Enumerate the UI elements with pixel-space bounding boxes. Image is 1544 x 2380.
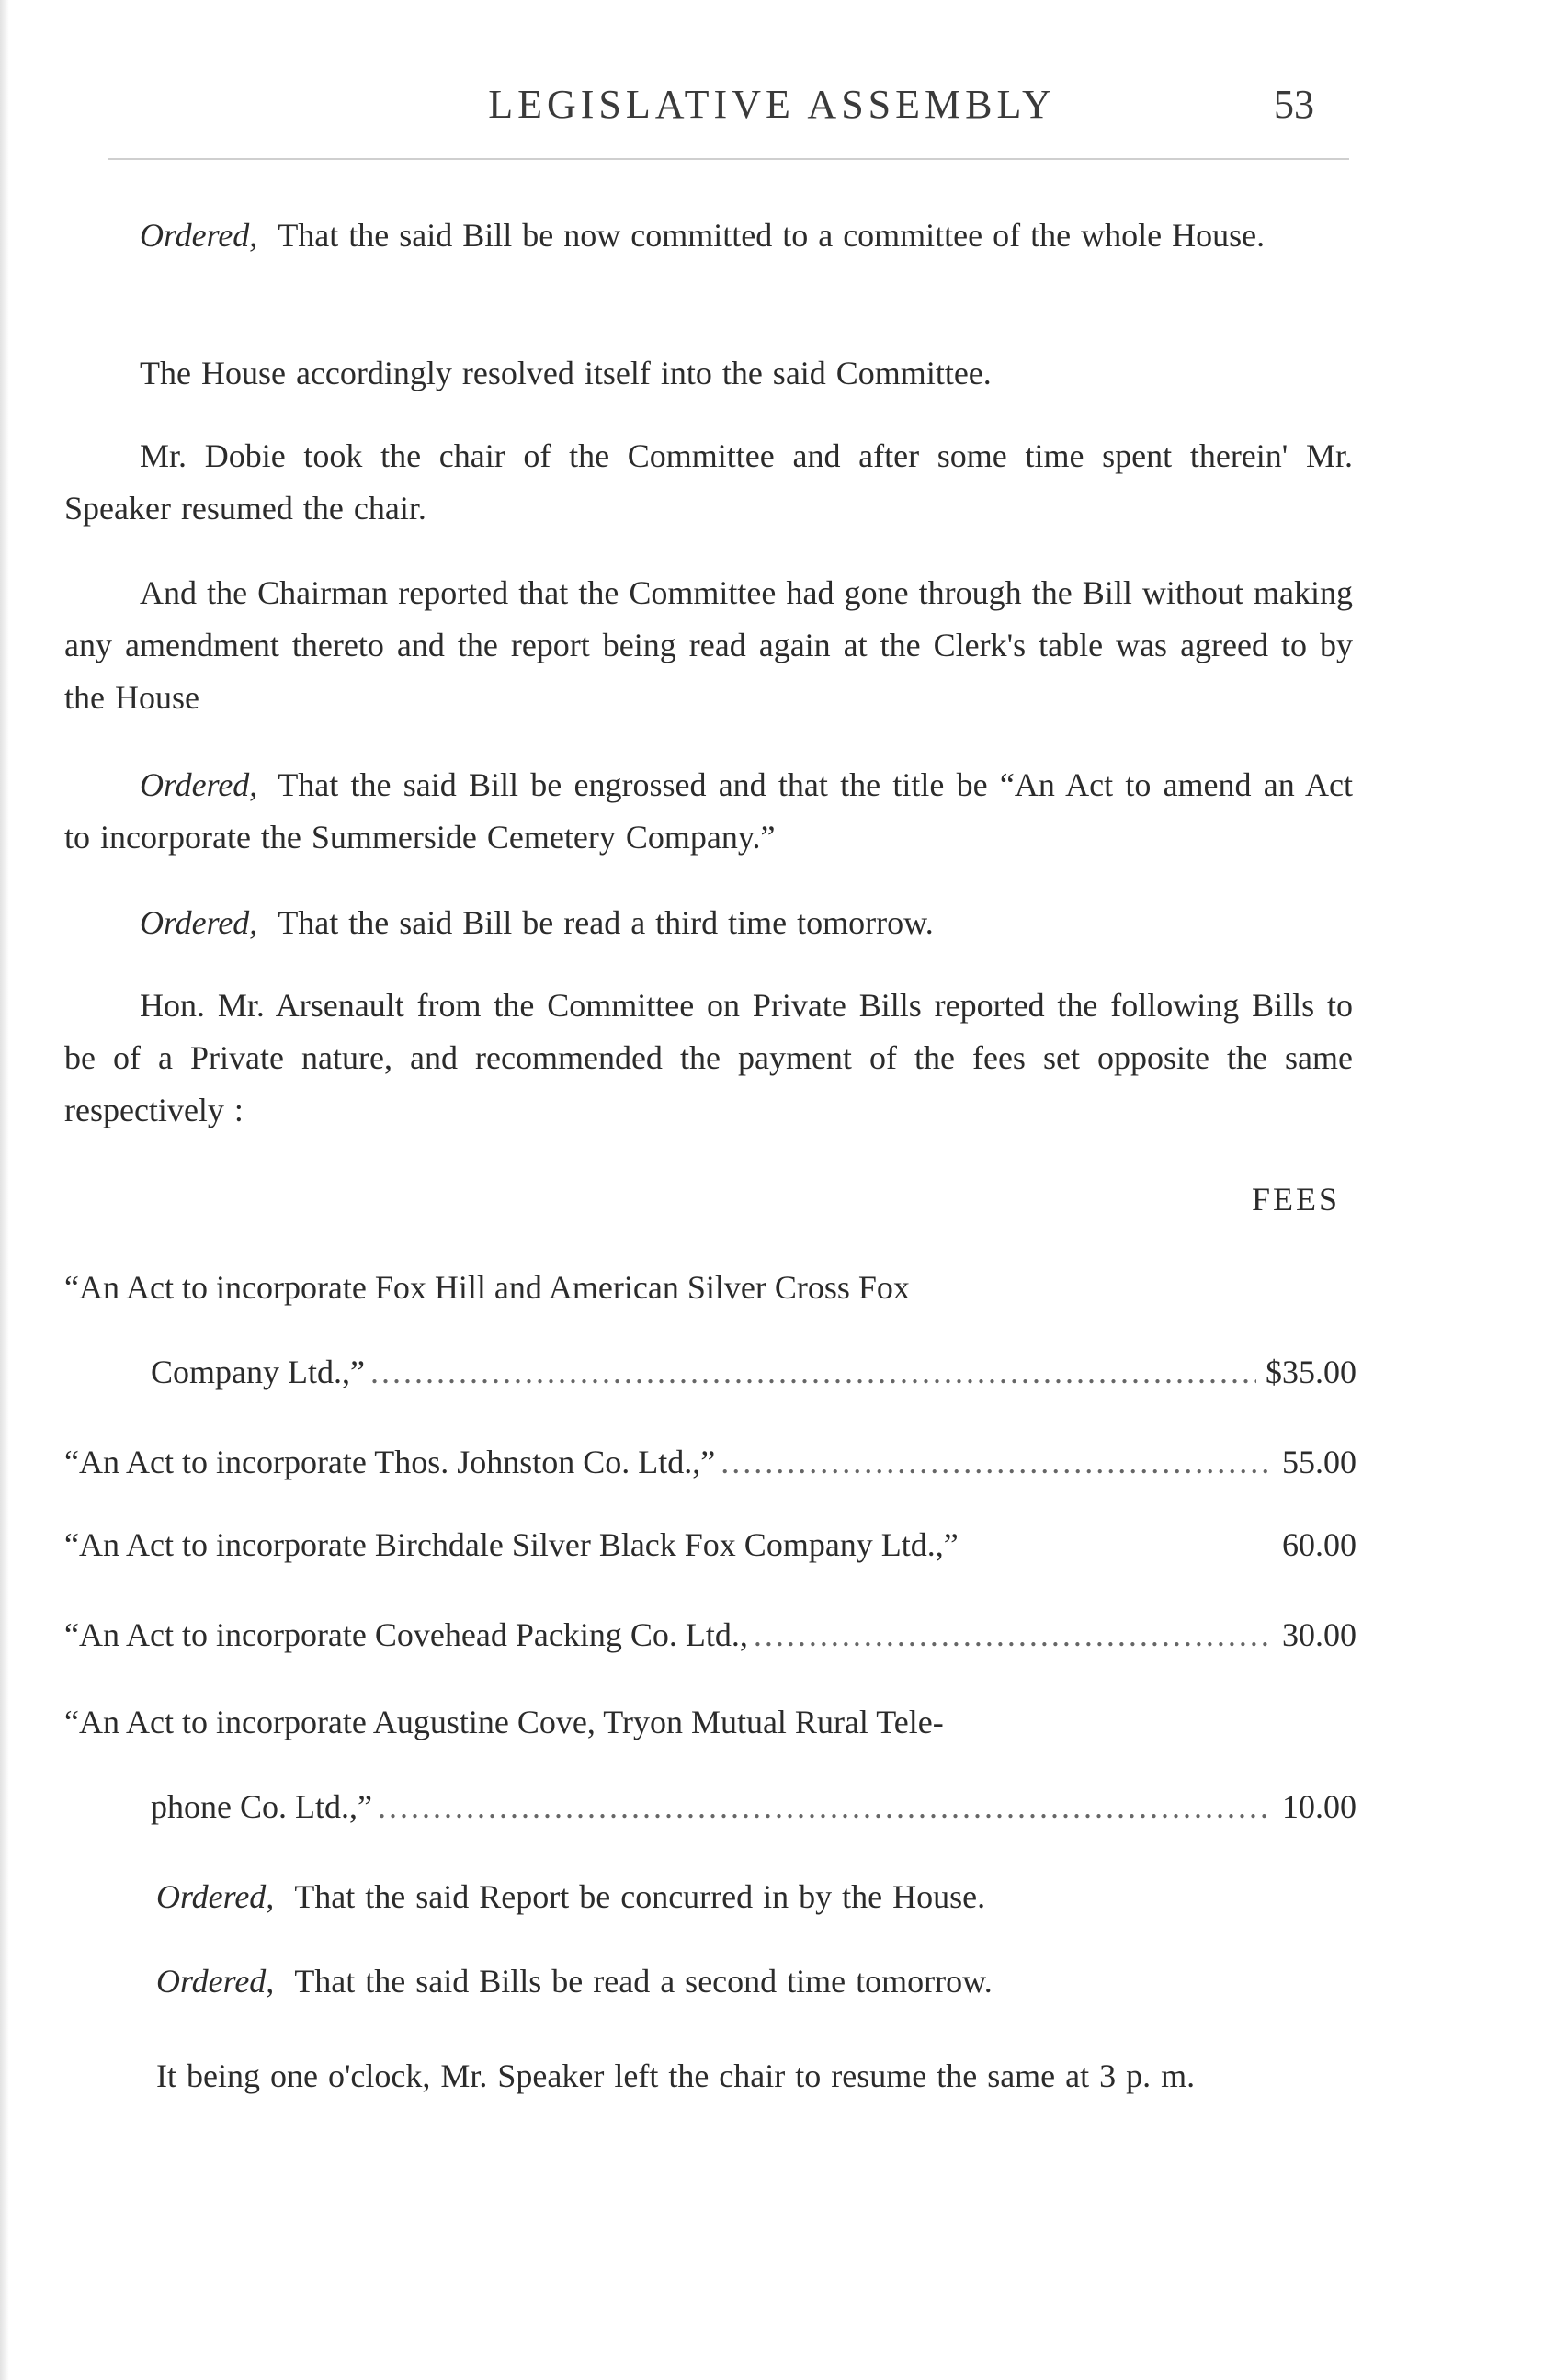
paragraph-ordered-engrossed [64,759,1353,864]
page-edge-shadow [0,0,9,2380]
fee-item-line [64,1525,1357,1581]
dot-leader [370,1353,1256,1391]
paragraph-chair: Mr. Dobie took the chair of the Committee and after some time spent therein' Mr. Speaker resumed the chair. [64,437,1353,527]
fee-amount: 55.00 [1282,1444,1357,1480]
header-rule [108,158,1349,160]
paragraph-adjournment: It being one o'clock, Mr. Speaker left the chair to resume the same at 3 p. m. [156,2057,1196,2094]
paragraph-text: That the said Report be concurred in by the House. [294,1878,986,1915]
fee-item-line [64,1615,1357,1671]
paragraph-private-bills-report: Hon. Mr. Arsenault from the Committee on Private Bills reported the following Bills to be of a Private nature, and recommended the payment of the fees set opposite the same respectively : [64,987,1353,1128]
paragraph-text: That the said Bill be engrossed and that the title be “An Act to amend an Act to incorporate the Summerside Cemetery Company.” [64,766,1353,856]
fee-amount: 60.00 [1282,1526,1357,1563]
dot-leader [378,1787,1273,1826]
paragraph-ordered-third-reading [64,897,1353,949]
dot-leader [754,1615,1273,1654]
fee-amount: $35.00 [1266,1354,1357,1390]
ordered-label: Ordered, [140,904,258,941]
fee-item-title: “An Act to incorporate Fox Hill and American Silver Cross Fox [64,1269,910,1306]
fee-amount: 10.00 [1282,1788,1357,1825]
fee-item-title: “An Act to incorporate Augustine Cove, Tryon Mutual Rural Tele- [64,1704,944,1740]
fee-item-line [64,1443,1357,1498]
running-header-title: LEGISLATIVE ASSEMBLY [488,82,1056,127]
ordered-label: Ordered, [140,217,258,254]
paragraph-ordered-second-reading [64,1955,1353,2008]
paragraph-chairman-report: And the Chairman reported that the Committee had gone through the Bill without making any amendment thereto and the report being read again at the Clerk's table was agreed to by the House [64,574,1353,716]
fee-item-line [64,1268,1357,1323]
ordered-label: Ordered, [156,1878,275,1915]
dot-leader [721,1443,1273,1481]
fees-heading: FEES [1252,1181,1341,1218]
page-number: 53 [1274,82,1314,127]
fee-item-title: “An Act to incorporate Birchdale Silver Black Fox Company Ltd.,” [64,1526,959,1563]
fee-item-title: Company Ltd.,” [151,1354,365,1390]
ordered-label: Ordered, [156,1963,275,2000]
ordered-label: Ordered, [140,766,258,803]
paragraph-ordered-concurred [64,1871,1353,1923]
paragraph-resolved: The House accordingly resolved itself into the said Committee. [140,355,992,391]
fee-item-title: phone Co. Ltd.,” [151,1788,372,1825]
fee-item-line [151,1353,1357,1408]
fee-item-line [64,1703,1357,1758]
paragraph-text: That the said Bill be now committed to a committee of the whole House. [278,217,1266,254]
fee-item-title: “An Act to incorporate Covehead Packing Co. Ltd., [64,1616,748,1653]
paragraph-ordered-committed [64,210,1353,262]
fee-amount: 30.00 [1282,1616,1357,1653]
paragraph-text: That the said Bills be read a second time tomorrow. [294,1963,993,2000]
paragraph-text: That the said Bill be read a third time tomorrow. [278,904,934,941]
fee-item-title: “An Act to incorporate Thos. Johnston Co. Ltd.,” [64,1444,716,1480]
fee-item-line [151,1787,1357,1842]
